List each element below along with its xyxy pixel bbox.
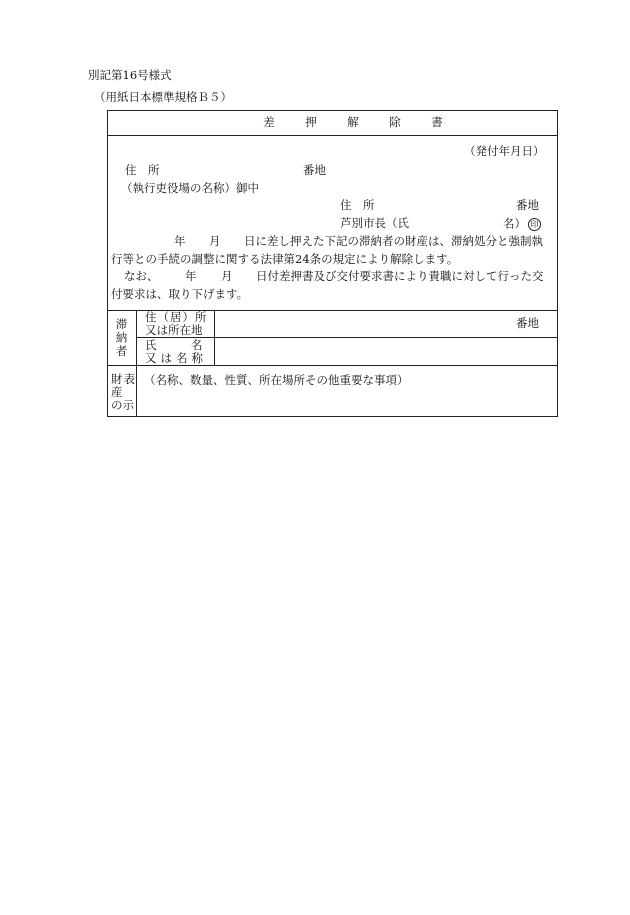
title-divider bbox=[107, 135, 558, 136]
name-label-2: 又は名称 bbox=[145, 351, 207, 365]
addressee-address-label: 住 所 bbox=[125, 163, 160, 177]
sender-address-label: 住 所 bbox=[340, 198, 375, 212]
title-char: 解 bbox=[347, 115, 359, 129]
body-line4: 付要求は、取り下げます。 bbox=[111, 287, 249, 301]
seal-mark: 印 bbox=[528, 218, 541, 231]
form-title bbox=[248, 117, 458, 129]
title-char: 差 bbox=[263, 115, 275, 129]
title-char: 書 bbox=[431, 115, 443, 129]
body-line3: 日付差押書及び交付要求書により貴職に対して行った交 bbox=[256, 269, 544, 283]
issue-date: （発付年月日） bbox=[464, 144, 545, 158]
body-year: 年 bbox=[174, 234, 186, 248]
body-line1: 日に差し押えた下記の滞納者の財産は、滞納処分と強制執 bbox=[244, 234, 543, 248]
form-number: 別記第16号様式 bbox=[88, 68, 172, 82]
addressee-banchi: 番地 bbox=[303, 163, 326, 177]
sender-banchi: 番地 bbox=[516, 198, 539, 212]
property-label-line2: 産 bbox=[111, 385, 123, 399]
title-char: 押 bbox=[305, 115, 317, 129]
addressee-name: （執行吏役場の名称）御中 bbox=[121, 181, 259, 195]
property-label-line3: の示 bbox=[111, 398, 134, 412]
sender-mayor-close-text: 名） bbox=[503, 216, 526, 231]
property-label-line1: 財表 bbox=[111, 372, 136, 386]
label-column-divider bbox=[136, 310, 137, 417]
address-label-1: 住（居）所 bbox=[145, 310, 208, 324]
body-line3-month: 月 bbox=[221, 269, 233, 283]
body-line3-year: 年 bbox=[185, 269, 197, 283]
field-label-divider bbox=[214, 310, 215, 365]
delinquent-label: 滞納者 bbox=[114, 318, 129, 359]
property-divider bbox=[107, 365, 558, 366]
title-char: 除 bbox=[389, 115, 401, 129]
address-label-2: 又は所在地 bbox=[145, 323, 203, 337]
sender-mayor-open: 芦別市長（氏 bbox=[340, 216, 409, 230]
property-hint: （名称、数量、性質、所在場所その他重要な事項） bbox=[144, 373, 409, 387]
address-banchi: 番地 bbox=[516, 316, 539, 330]
body-line3-start: なお、 bbox=[124, 269, 159, 283]
body-month: 月 bbox=[209, 234, 221, 248]
name-label-1: 氏 名 bbox=[145, 338, 203, 352]
sender-mayor-close bbox=[503, 218, 541, 231]
paper-spec: （用紙日本標準規格Ｂ５） bbox=[94, 90, 232, 104]
body-line2: 行等との手続の調整に関する法律第24条の規定により解除します。 bbox=[111, 252, 459, 266]
